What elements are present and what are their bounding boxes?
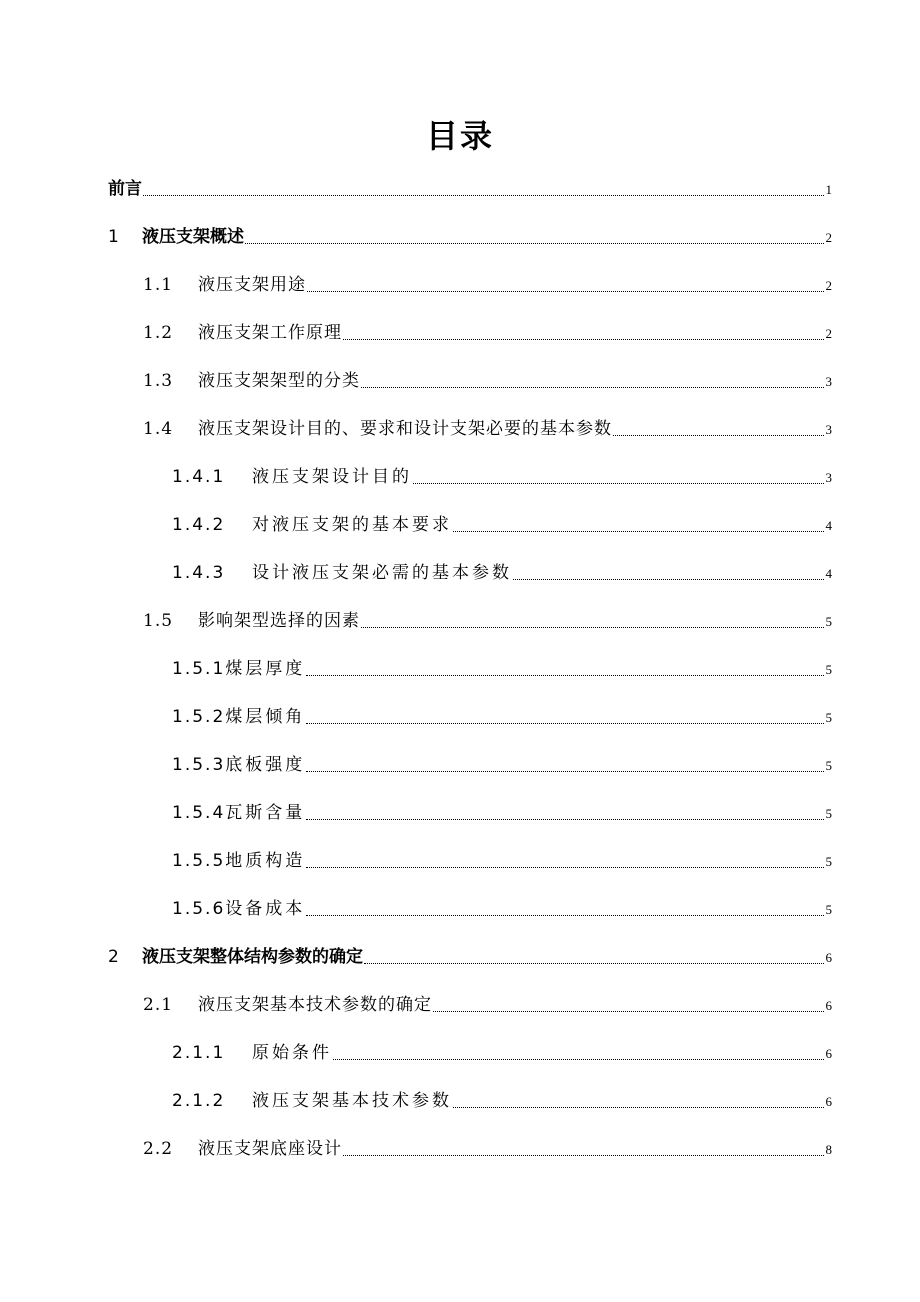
dot-leader xyxy=(306,722,823,724)
dot-leader xyxy=(361,386,824,388)
dot-leader xyxy=(453,530,824,532)
dot-leader xyxy=(343,338,824,340)
toc-page-number: 5 xyxy=(825,806,832,821)
toc-entry[interactable] xyxy=(172,842,832,872)
toc-entry-number: 2.1 xyxy=(143,995,174,1015)
toc-page-number: 6 xyxy=(825,998,832,1013)
toc-entry-text: 煤层厚度 xyxy=(225,659,306,679)
toc-entry-text: 煤层倾角 xyxy=(225,707,306,727)
toc-entry[interactable] xyxy=(143,314,832,344)
dot-leader xyxy=(143,194,824,196)
toc-entry[interactable] xyxy=(143,1130,832,1160)
toc-entry-text: 液压支架架型的分类 xyxy=(198,371,360,391)
toc-entry[interactable] xyxy=(172,506,832,536)
toc-entry-text: 液压支架概述 xyxy=(142,227,244,247)
toc-entry-number: 2.1.2 xyxy=(172,1091,226,1111)
toc-page-number: 5 xyxy=(825,662,832,677)
page-title: 目录 xyxy=(425,117,494,155)
toc-entry-text: 设计液压支架必需的基本参数 xyxy=(252,563,512,583)
dot-leader xyxy=(513,578,824,580)
toc-entry-number: 1.3 xyxy=(143,371,174,391)
toc-page-number: 5 xyxy=(825,902,832,917)
dot-leader xyxy=(306,914,823,916)
toc-entry-text: 底板强度 xyxy=(225,755,306,775)
dot-leader xyxy=(306,674,823,676)
toc-entry-number: 1.5.6 xyxy=(172,899,226,919)
toc-page-number: 4 xyxy=(825,518,832,533)
toc-page-number: 5 xyxy=(825,854,832,869)
toc-entry-number: 1.5.3 xyxy=(172,755,226,775)
toc-page-number: 6 xyxy=(825,1094,832,1109)
toc-entry-text: 液压支架设计目的、要求和设计支架必要的基本参数 xyxy=(198,419,612,439)
toc-page-number: 3 xyxy=(825,422,832,437)
toc-entry[interactable] xyxy=(143,986,832,1016)
toc-entry-text: 液压支架基本技术参数 xyxy=(252,1091,452,1111)
toc-page-number: 5 xyxy=(825,614,832,629)
toc-entry-number: 2.1.1 xyxy=(172,1043,226,1063)
toc-entry-number: 1.4.1 xyxy=(172,467,226,487)
toc-entry[interactable] xyxy=(172,794,832,824)
toc-entry-number: 1.4.3 xyxy=(172,563,226,583)
toc-entry-text: 液压支架工作原理 xyxy=(198,323,342,343)
dot-leader xyxy=(361,626,824,628)
toc-page-number: 5 xyxy=(825,710,832,725)
toc-page-number: 3 xyxy=(825,374,832,389)
dot-leader xyxy=(413,482,824,484)
toc-page-number: 4 xyxy=(825,566,832,581)
toc-entry-number: 1.5.2 xyxy=(172,707,226,727)
toc-entry[interactable] xyxy=(143,602,832,632)
dot-leader xyxy=(453,1106,824,1108)
toc-entry-number: 1.2 xyxy=(143,323,174,343)
toc-entry-text: 影响架型选择的因素 xyxy=(198,611,360,631)
toc-entry-number: 1.1 xyxy=(143,275,174,295)
toc-entry-text: 设备成本 xyxy=(225,899,306,919)
toc-entry-number: 1.5.5 xyxy=(172,851,226,871)
toc-entry[interactable] xyxy=(172,650,832,680)
toc-entry-text: 液压支架用途 xyxy=(198,275,306,295)
toc-entry-number: 1.5.4 xyxy=(172,803,226,823)
toc-entry-text: 液压支架基本技术参数的确定 xyxy=(198,995,432,1015)
dot-leader xyxy=(433,1010,824,1012)
toc-entry-number: 1.4.2 xyxy=(172,515,226,535)
toc-entry[interactable] xyxy=(143,362,832,392)
toc-entry[interactable] xyxy=(172,698,832,728)
toc-entry-number: 1 xyxy=(108,227,119,247)
dot-leader xyxy=(306,866,823,868)
toc-entry-text: 原始条件 xyxy=(252,1043,332,1063)
toc-page-number: 6 xyxy=(825,1046,832,1061)
toc-page-number: 1 xyxy=(825,182,832,197)
dot-leader xyxy=(306,818,823,820)
dot-leader xyxy=(307,290,824,292)
toc-entry-text: 对液压支架的基本要求 xyxy=(252,515,452,535)
toc-entry-text: 地质构造 xyxy=(225,851,306,871)
dot-leader xyxy=(364,962,824,964)
toc-entry-text: 液压支架整体结构参数的确定 xyxy=(142,947,363,967)
toc-entry-text: 前言 xyxy=(108,179,142,199)
toc-entry-text: 液压支架设计目的 xyxy=(252,467,412,487)
toc-entry[interactable] xyxy=(172,1034,832,1064)
toc-page-number: 2 xyxy=(825,278,832,293)
dot-leader xyxy=(613,434,824,436)
toc-entry[interactable] xyxy=(143,410,832,440)
toc-entry-text: 瓦斯含量 xyxy=(225,803,306,823)
toc-entry[interactable] xyxy=(108,170,832,200)
toc-entry[interactable] xyxy=(172,746,832,776)
toc-entry-number: 1.5 xyxy=(143,611,174,631)
toc-page-number: 8 xyxy=(825,1142,832,1157)
dot-leader xyxy=(333,1058,824,1060)
toc-entry[interactable] xyxy=(108,218,832,248)
toc-entry-number: 2 xyxy=(108,947,119,967)
dot-leader xyxy=(306,770,823,772)
toc-entry-text: 液压支架底座设计 xyxy=(198,1139,342,1159)
toc-entry[interactable] xyxy=(108,938,832,968)
toc-entry-number: 1.4 xyxy=(143,419,174,439)
toc-entry-number: 1.5.1 xyxy=(172,659,226,679)
toc-page-number: 6 xyxy=(825,950,832,965)
toc-entry[interactable] xyxy=(172,1082,832,1112)
toc-page-number: 2 xyxy=(825,326,832,341)
toc-entry[interactable] xyxy=(143,266,832,296)
toc-page-number: 5 xyxy=(825,758,832,773)
dot-leader xyxy=(343,1154,824,1156)
dot-leader xyxy=(245,242,824,244)
toc-page-number: 3 xyxy=(825,470,832,485)
toc-entry-number: 2.2 xyxy=(143,1139,174,1159)
toc-entry[interactable] xyxy=(172,890,832,920)
toc-entry[interactable] xyxy=(172,554,832,584)
toc-entry[interactable] xyxy=(172,458,832,488)
toc-page-number: 2 xyxy=(825,230,832,245)
